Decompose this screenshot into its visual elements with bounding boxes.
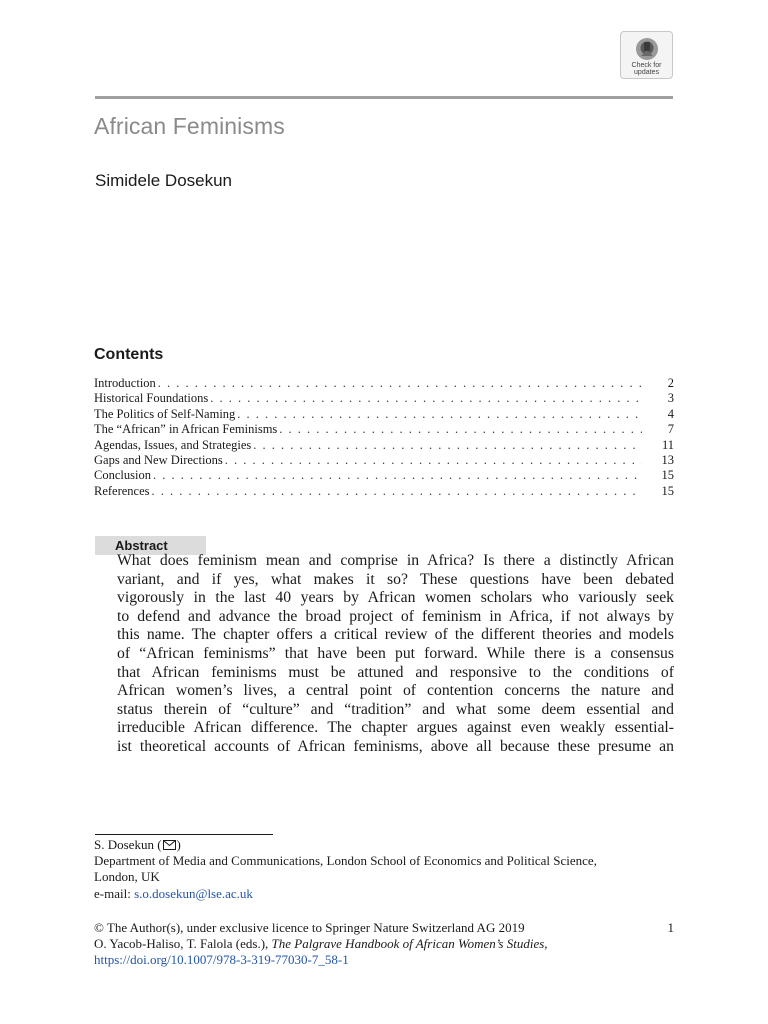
abstract-line: of “African feminisms” that have been put forward. While there is a consensus (117, 644, 674, 662)
toc-entry-title: Conclusion (94, 468, 151, 483)
copyright-line: © The Author(s), under exclusive licence to Springer Nature Switzerland AG 2019 (94, 920, 525, 935)
toc-entry-page: 7 (667, 422, 674, 437)
toc-leader-dots (253, 438, 642, 453)
badge-line-1: Check for (631, 62, 662, 69)
header-rule (95, 96, 673, 99)
toc-entry-title: Gaps and New Directions (94, 452, 223, 467)
citation-suffix: , (544, 936, 548, 952)
abstract-line: What does feminism mean and comprise in Africa? Is there a distinctly African (117, 552, 674, 569)
toc-entry-page: 11 (661, 437, 674, 452)
toc-entry-page: 3 (667, 391, 674, 406)
abstract-line: irreducible African difference. The chapter argues against even weakly essential- (117, 719, 674, 737)
toc-entry[interactable] (94, 391, 674, 406)
toc-entry-page: 15 (661, 468, 674, 483)
abstract-line: vigorously in the last 40 years by African women scholars who variously seek (117, 589, 674, 607)
toc-entry-page: 2 (667, 376, 674, 390)
page-number: 1 (667, 920, 674, 935)
footnote-author-name: S. Dosekun ( (94, 837, 162, 852)
footnote-name-close: ) (176, 837, 181, 852)
toc-entry-title: Introduction (94, 376, 156, 390)
abstract-line: variant, and if yes, what makes it so? These questions have been debated (117, 570, 674, 588)
contents-heading: Contents (94, 346, 164, 363)
toc-entry[interactable] (94, 376, 674, 391)
citation-book-title: The Palgrave Handbook of African Women’s Studies (271, 936, 545, 952)
check-for-updates-icon (634, 36, 660, 62)
abstract-line: status therein of “culture” and “tradition” and what some deem essential and (117, 700, 674, 718)
toc-entry[interactable] (94, 438, 674, 453)
footnote-email-line (94, 886, 597, 902)
toc-entry-title: Agendas, Issues, and Strategies (94, 437, 252, 452)
toc-entry-title: The “African” in African Feminisms (94, 422, 278, 437)
toc-entry[interactable] (94, 422, 674, 437)
toc-leader-dots (225, 453, 642, 468)
toc-entry[interactable] (94, 468, 674, 483)
toc-entry-page: 13 (661, 452, 674, 467)
check-for-updates-badge[interactable] (620, 31, 673, 79)
toc-leader-dots (153, 468, 642, 483)
toc-entry-title: The Politics of Self-Naming (94, 406, 236, 421)
toc-entry-page: 4 (667, 406, 674, 421)
citation-editors: O. Yacob-Haliso, T. Falola (eds.), (94, 936, 272, 952)
toc-entry-title: Historical Foundations (94, 391, 209, 406)
doi-link[interactable]: https://doi.org/10.1007/978-3-319-77030-7_58-1 (94, 952, 349, 968)
table-of-contents (94, 376, 674, 499)
abstract-label: Abstract (95, 536, 206, 555)
envelope-icon[interactable] (163, 840, 176, 850)
abstract-line: that African feminisms must be attuned and responsive to the conditions of (117, 663, 674, 681)
footnote-rule (95, 834, 273, 835)
abstract-body (117, 552, 674, 757)
toc-entry-page: 15 (661, 483, 674, 498)
author-name: Simidele Dosekun (95, 171, 233, 190)
badge-line-2: updates (634, 69, 659, 76)
citation-line (94, 936, 674, 952)
toc-leader-dots (158, 376, 642, 391)
chapter-title: African Feminisms (94, 113, 285, 139)
toc-leader-dots (279, 422, 642, 437)
email-link[interactable]: s.o.dosekun@lse.ac.uk (134, 885, 253, 901)
footnote-email-label: e-mail: (94, 885, 135, 901)
toc-leader-dots (210, 391, 642, 406)
abstract-line: African women’s lives, a central point of contention concerns the nature and (117, 682, 674, 700)
toc-entry[interactable] (94, 484, 674, 499)
footnote-affiliation-line-1: Department of Media and Communications, London School of Economics and Political Science, (94, 853, 597, 869)
footnote-affiliation-line-2: London, UK (94, 869, 160, 885)
toc-entry-title: References (94, 483, 150, 498)
toc-leader-dots (152, 484, 642, 499)
abstract-line: to defend and advance the broad project of feminism in Africa, if not always by (117, 607, 674, 625)
footnote-name-line (94, 837, 597, 853)
abstract-line: this name. The chapter offers a critical review of the different theories and models (117, 626, 674, 644)
abstract-line: ist theoretical accounts of African feminisms, above all because these presume an (117, 737, 674, 755)
copyright-block (94, 920, 674, 969)
toc-entry[interactable] (94, 453, 674, 468)
toc-leader-dots (237, 407, 642, 422)
toc-entry[interactable] (94, 407, 674, 422)
author-footnote (94, 837, 597, 902)
